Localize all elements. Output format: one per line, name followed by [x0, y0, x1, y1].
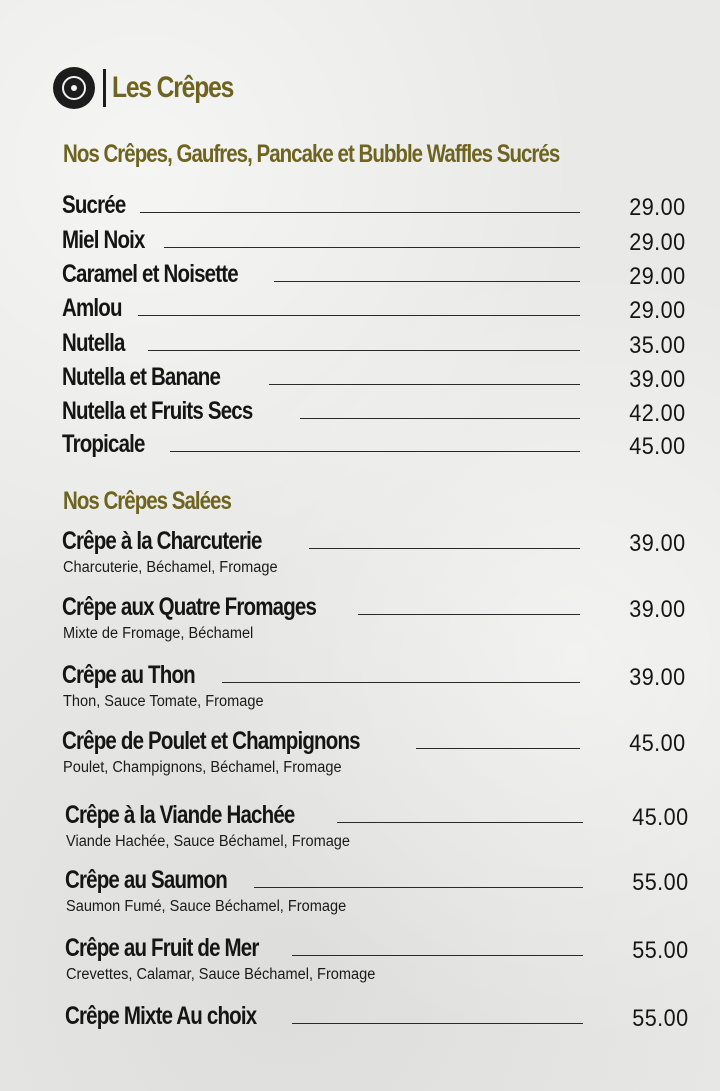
item-price: 45.00	[629, 433, 686, 460]
item-price: 42.00	[629, 400, 686, 427]
menu-item	[65, 800, 689, 850]
item-name: Nutella et Fruits Secs	[62, 397, 253, 425]
item-description: Thon, Sauce Tomate, Fromage	[63, 693, 264, 710]
menu-item	[62, 396, 686, 428]
leader-line	[300, 418, 580, 420]
menu-item	[65, 865, 689, 915]
restaurant-logo	[53, 67, 95, 109]
leader-line	[337, 822, 583, 824]
leader-line	[292, 1023, 583, 1025]
item-price: 29.00	[629, 263, 686, 290]
leader-line	[274, 281, 580, 283]
item-description: Saumon Fumé, Sauce Béchamel, Fromage	[66, 898, 347, 915]
menu-item	[62, 526, 686, 576]
item-description: Charcuterie, Béchamel, Fromage	[63, 559, 278, 576]
item-name: Sucrée	[62, 191, 126, 219]
section-title-sweet: Nos Crêpes, Gaufres, Pancake et Bubble Waffles Sucrés	[63, 140, 560, 168]
item-name: Crêpe au Saumon	[65, 866, 228, 894]
item-description: Viande Hachée, Sauce Béchamel, Fromage	[66, 833, 351, 850]
menu-item	[62, 259, 686, 291]
item-price: 55.00	[632, 869, 689, 896]
item-name: Crêpe de Poulet et Champignons	[62, 727, 360, 755]
menu-item	[62, 293, 686, 325]
menu-item	[62, 660, 686, 710]
item-price: 39.00	[629, 366, 686, 393]
item-price: 55.00	[632, 937, 689, 964]
leader-line	[222, 682, 580, 684]
leader-line	[138, 315, 580, 317]
menu-item	[62, 592, 686, 642]
item-price: 45.00	[629, 730, 686, 757]
item-name: Tropicale	[62, 430, 145, 458]
header-divider	[103, 69, 106, 107]
item-name: Nutella	[62, 329, 125, 357]
item-price: 29.00	[629, 297, 686, 324]
leader-line	[292, 955, 583, 957]
leader-line	[254, 887, 583, 889]
item-name: Crêpe aux Quatre Fromages	[62, 593, 317, 621]
leader-line	[170, 451, 580, 453]
leader-line	[309, 548, 580, 550]
menu-item	[65, 1001, 689, 1033]
item-name: Crêpe Mixte Au choix	[65, 1002, 257, 1030]
leader-line	[148, 350, 580, 352]
menu-item	[62, 190, 686, 222]
item-price: 55.00	[632, 1005, 689, 1032]
menu-item	[65, 933, 689, 983]
leader-line	[164, 247, 580, 249]
item-name: Amlou	[62, 294, 122, 322]
menu-item	[62, 328, 686, 360]
leader-line	[416, 748, 580, 750]
menu-item	[62, 225, 686, 257]
item-name: Crêpe au Thon	[62, 661, 195, 689]
item-price: 35.00	[629, 332, 686, 359]
menu-item	[62, 362, 686, 394]
item-name: Nutella et Banane	[62, 363, 221, 391]
item-price: 45.00	[632, 804, 689, 831]
section-title-savory: Nos Crêpes Salées	[63, 487, 231, 515]
menu-item	[62, 429, 686, 461]
item-price: 29.00	[629, 194, 686, 221]
menu-item	[62, 726, 686, 776]
item-name: Miel Noix	[62, 226, 145, 254]
leader-line	[269, 384, 580, 386]
page-title: Les Crêpes	[112, 71, 234, 104]
leader-line	[140, 212, 580, 214]
item-description: Mixte de Fromage, Béchamel	[63, 625, 254, 642]
item-price: 29.00	[629, 229, 686, 256]
item-price: 39.00	[629, 596, 686, 623]
item-price: 39.00	[629, 664, 686, 691]
item-name: Crêpe à la Viande Hachée	[65, 801, 295, 829]
item-name: Crêpe au Fruit de Mer	[65, 934, 259, 962]
page-header	[53, 66, 260, 110]
item-price: 39.00	[629, 530, 686, 557]
item-description: Poulet, Champignons, Béchamel, Fromage	[63, 759, 342, 776]
item-description: Crevettes, Calamar, Sauce Béchamel, Fromage	[66, 966, 376, 983]
item-name: Caramel et Noisette	[62, 260, 238, 288]
leader-line	[358, 614, 580, 616]
item-name: Crêpe à la Charcuterie	[62, 527, 262, 555]
